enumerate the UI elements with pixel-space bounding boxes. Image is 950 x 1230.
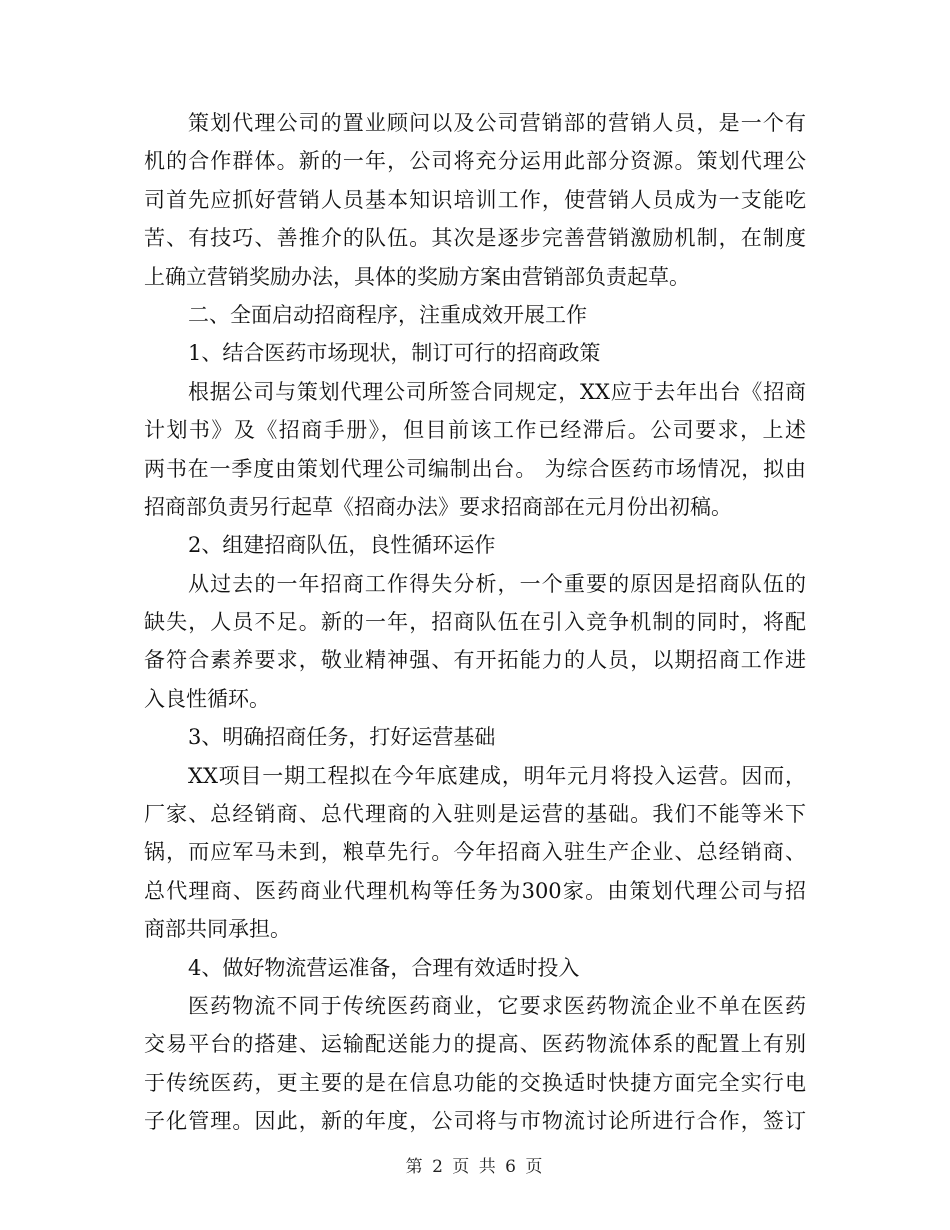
text-line: 二、全面启动招商程序，注重成效开展工作 [188,302,587,327]
text-line: 根据公司与策划代理公司所签合同规定，XX应于去年出台《招商 [188,379,806,404]
text-line: 于传统医药，更主要的是在信息功能的交换适时快捷方面完全实行电 [144,1070,806,1095]
text-line: 锅，而应军马未到，粮草先行。今年招商入驻生产企业、总经销商、 [144,840,806,865]
text-line: 机的合作群体。新的一年，公司将充分运用此部分资源。策划代理公 [144,149,806,174]
document-body [144,104,806,1141]
text-line: 司首先应抓好营销人员基本知识培训工作，使营销人员成为一支能吃 [144,187,806,212]
page-footer: 第 2 页 共 6 页 [405,1157,545,1177]
text-line: 商部共同承担。 [144,917,291,942]
text-line: 计划书》及《招商手册》，但目前该工作已经滞后。公司要求，上述 [144,418,806,443]
text-line: 医药物流不同于传统医药商业，它要求医药物流企业不单在医药 [188,993,806,1018]
text-line: 交易平台的搭建、运输配送能力的提高、医药物流体系的配置上有别 [144,1032,806,1057]
text-line: 上确立营销奖励办法，具体的奖励方案由营销部负责起草。 [144,264,690,289]
text-line: 子化管理。因此，新的年度，公司将与市物流讨论所进行合作，签订 [144,1109,806,1134]
text-line: 两书在一季度由策划代理公司编制出台。 为综合医药市场情况，拟由 [144,456,806,481]
text-line: 招商部负责另行起草《招商办法》要求招商部在元月份出初稿。 [144,494,732,519]
text-line: 2、组建招商队伍，良性循环运作 [188,533,496,558]
text-line: 3、明确招商任务，打好运营基础 [188,725,496,750]
text-line: 4、做好物流营运准备，合理有效适时投入 [188,955,580,980]
text-line: 入良性循环。 [144,686,270,711]
text-line: XX项目一期工程拟在今年底建成，明年元月将投入运营。因而， [188,763,806,788]
text-line: 厂家、总经销商、总代理商的入驻则是运营的基础。我们不能等米下 [144,802,806,827]
text-line: 总代理商、医药商业代理机构等任务为300家。由策划代理公司与招 [144,878,806,903]
text-line: 备符合素养要求，敬业精神强、有开拓能力的人员，以期招商工作进 [144,648,806,673]
text-line: 缺失，人员不足。新的一年，招商队伍在引入竞争机制的同时，将配 [144,610,806,635]
text-line: 策划代理公司的置业顾问以及公司营销部的营销人员，是一个有 [188,111,806,135]
text-line: 从过去的一年招商工作得失分析，一个重要的原因是招商队伍的 [188,571,806,596]
text-line: 苦、有技巧、善推介的队伍。其次是逐步完善营销激励机制，在制度 [144,226,806,251]
text-line: 1、结合医药市场现状，制订可行的招商政策 [188,341,601,366]
